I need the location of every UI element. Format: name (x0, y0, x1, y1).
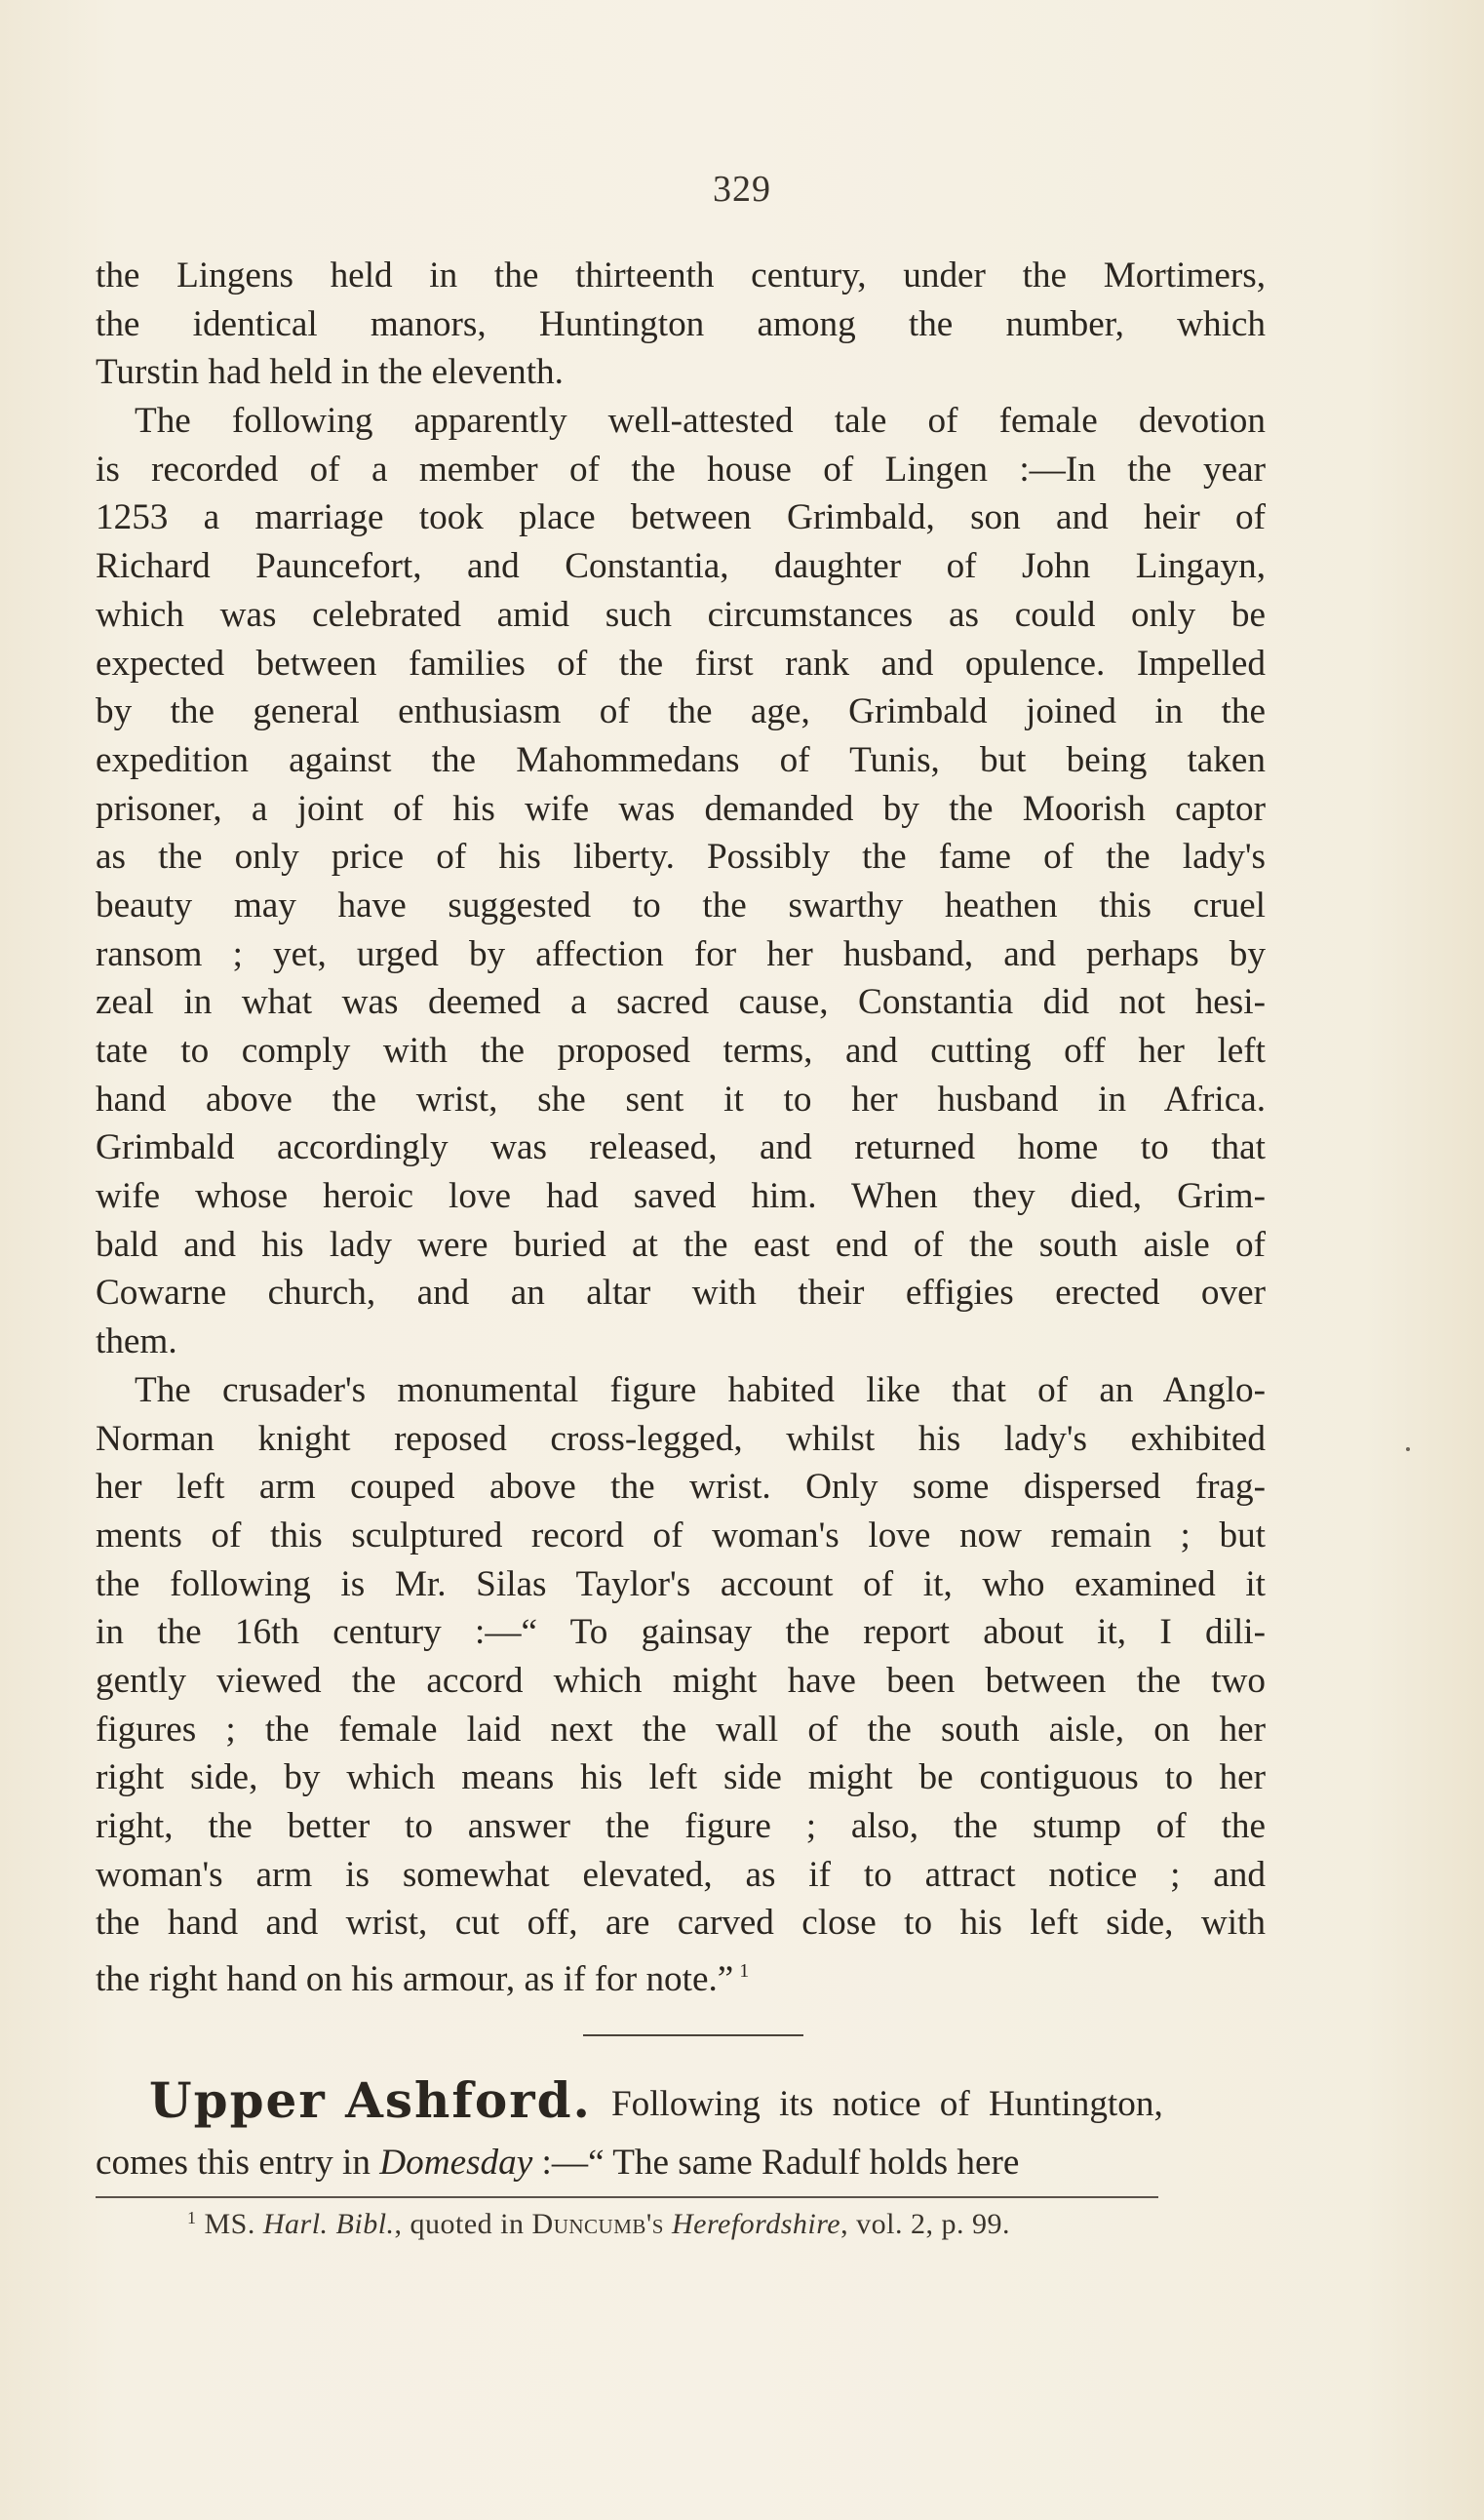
footnote (187, 2208, 1010, 2241)
text-line: expedition against the Mahommedans of Tunis, but being taken (96, 739, 1266, 780)
footnote-source: Harl. Bibl. (262, 2208, 395, 2240)
text-line: ments of this sculptured record of woman's love now remain ; but (96, 1515, 1266, 1555)
footnote-author: Duncumb's (531, 2208, 664, 2240)
section-line-2-post: :—“ The same Radulf holds here (532, 2143, 1020, 2183)
footnote-work: Herefordshire (671, 2208, 841, 2240)
text-line: Richard Pauncefort, and Constantia, daughter of John Lingayn, (96, 546, 1266, 587)
section-second-line (96, 2136, 1266, 2190)
body-text (96, 252, 1266, 2000)
text-line: wife whose heroic love had saved him. When they died, Grim- (96, 1176, 1266, 1217)
text-line: hand above the wrist, she sent it to her husband in Africa. (96, 1079, 1266, 1120)
page-speck (1406, 1447, 1410, 1451)
text-line: as the only price of his liberty. Possibly the fame of the lady's (96, 837, 1266, 878)
text-line: Cowarne church, and an altar with their effigies erected over (96, 1273, 1266, 1314)
section-first-line (96, 2073, 1266, 2136)
text-line: Grimbald accordingly was released, and returned home to that (96, 1127, 1266, 1168)
text-line: by the general enthusiasm of the age, Grimbald joined in the (96, 691, 1266, 732)
text-line: the hand and wrist, cut off, are carved close to his left side, with (96, 1903, 1266, 1944)
text-line: the right hand on his armour, as if for note.” $^1$ (96, 1959, 750, 2000)
text-line: ransom ; yet, urged by affection for her husband, and perhaps by (96, 933, 1266, 974)
text-line: tate to comply with the proposed terms, and cutting off her left (96, 1031, 1266, 1071)
text-line: the following is Mr. Silas Taylor's account of it, who examined it (96, 1563, 1266, 1604)
section-line-2-pre: comes this entry in (96, 2143, 380, 2183)
footnote-mid: , quoted in (394, 2208, 532, 2240)
footnote-marker: 1 (187, 2208, 197, 2227)
section-line-1: Following its notice of Huntington, (610, 2084, 1163, 2124)
footnote-space (664, 2208, 672, 2240)
text-line: Norman knight reposed cross-legged, whilst his lady's exhibited (96, 1418, 1266, 1459)
text-line: zeal in what was deemed a sacred cause, Constantia did not hesi- (96, 982, 1266, 1023)
footnote-rule (96, 2196, 1158, 2198)
text-line: which was celebrated amid such circumstances as could only be (96, 594, 1266, 635)
text-line: beauty may have suggested to the swarthy heathen this cruel (96, 885, 1266, 925)
section-paragraph (96, 2073, 1266, 2190)
section-heading: Upper Ashford. (149, 2071, 592, 2129)
text-line: them. (96, 1321, 177, 1362)
text-line: The following apparently well-attested tale of female devotion (135, 401, 1266, 442)
text-line: expected between families of the first rank and opulence. Impelled (96, 643, 1266, 684)
text-line: Turstin had held in the eleventh. (96, 352, 564, 393)
text-line: is recorded of a member of the house of Lingen :—In the year (96, 449, 1266, 490)
section-divider (583, 2034, 803, 2036)
page-number: 329 (713, 169, 771, 210)
text-line: bald and his lady were buried at the east end of the south aisle of (96, 1224, 1266, 1265)
text-line: 1253 a marriage took place between Grimbald, son and heir of (96, 497, 1266, 538)
footnote-post: , vol. 2, p. 99. (840, 2208, 1010, 2240)
text-line: prisoner, a joint of his wife was demanded by the Moorish captor (96, 788, 1266, 829)
text-line: gently viewed the accord which might have been between the two (96, 1660, 1266, 1701)
text-line: in the 16th century :—“ To gainsay the report about it, I dili- (96, 1612, 1266, 1653)
text-line: right side, by which means his left side might be contiguous to her (96, 1757, 1266, 1798)
text-line: The crusader's monumental figure habited like that of an Anglo- (135, 1369, 1266, 1410)
footnote-pre: MS. (204, 2208, 263, 2240)
text-line: figures ; the female laid next the wall of the south aisle, on her (96, 1709, 1266, 1750)
footnote-reference: 1 (739, 1960, 750, 1983)
domesday-title: Domesday (379, 2143, 533, 2183)
text-line: right, the better to answer the figure ; also, the stump of the (96, 1806, 1266, 1846)
text-line: the Lingens held in the thirteenth century, under the Mortimers, (96, 256, 1266, 295)
text-line: the identical manors, Huntington among the number, which (96, 303, 1266, 344)
text-line: woman's arm is somewhat elevated, as if to attract notice ; and (96, 1854, 1266, 1895)
text-line: her left arm couped above the wrist. Only some dispersed frag- (96, 1467, 1266, 1508)
